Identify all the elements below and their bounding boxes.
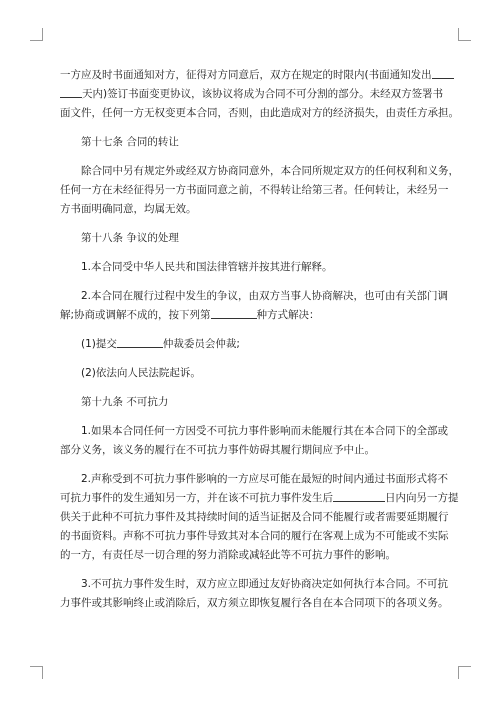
text-run: 一方应及时书面通知对方，征得对方同意后，双方在规定的时限内(书面通知发出 <box>60 69 432 81</box>
fill-in-blank <box>60 85 82 98</box>
text-run: 仲裁委员会仲裁; <box>162 338 240 350</box>
text-line <box>60 66 444 85</box>
text-run: 除合同中另有规定外或经双方协商同意外，本合同所规定双方的任何权利和义务， <box>81 165 459 177</box>
text-line <box>60 229 444 248</box>
text-line <box>60 104 459 123</box>
text-run: 方书面明确同意，均属无效。 <box>60 203 197 215</box>
text-line <box>60 422 449 441</box>
text-line <box>60 393 444 412</box>
text-line <box>60 258 444 277</box>
text-run: 第十七条 合同的转让 <box>81 136 179 148</box>
crop-mark-bottom-left <box>30 666 43 679</box>
text-line <box>60 508 449 527</box>
text-run: 力事件或其影响终止或消除后，双方须立即恢复履行各自在本合同项下的各项义务。 <box>60 597 449 609</box>
text-line <box>60 489 459 508</box>
text-run: 2.声称受到不可抗力事件影响的一方应尽可能在最短的时间内通过书面形式将不 <box>81 473 449 485</box>
text-run: 天内)签订书面变更协议，该协议将成为合同不可分割的部分。未经双方签署书 <box>82 88 444 100</box>
paragraph <box>60 66 459 123</box>
text-run: 的书面资料。声称不可抗力事件导致其对本合同的履行在客观上成为不可能或不实际 <box>60 530 449 542</box>
text-line <box>60 181 449 200</box>
text-run: 1.如果本合同任何一方因受不可抗力事件影响而未能履行其在本合同下的全部或 <box>81 425 449 437</box>
text-line <box>60 287 449 306</box>
text-line <box>60 546 444 565</box>
text-run: 第十八条 争议的处理 <box>81 232 179 244</box>
text-line <box>60 575 449 594</box>
text-run: (1)提交 <box>81 338 117 350</box>
crop-mark-top-right <box>458 28 471 41</box>
text-line <box>60 364 444 383</box>
paragraph <box>60 470 459 565</box>
paragraph <box>60 229 444 248</box>
text-run: 任何一方在未经征得另一方书面同意之前，不得转让给第三者。任何转让，未经另一 <box>60 184 449 196</box>
text-run: 1.本合同受中华人民共和国法律管辖并按其进行解释。 <box>81 261 333 273</box>
paragraph <box>60 162 459 219</box>
text-run: 可抗力事件的发生通知另一方，并在该不可抗力事件发生后 <box>60 492 333 504</box>
text-line <box>60 594 449 613</box>
document-body <box>60 66 459 613</box>
text-run: 日内向另一方提 <box>385 492 459 504</box>
text-run: 第十九条 不可抗力 <box>81 396 169 408</box>
paragraph <box>60 364 444 383</box>
fill-in-blank <box>432 66 454 79</box>
text-line <box>60 162 459 181</box>
text-line <box>60 335 444 354</box>
fill-in-blank <box>333 489 385 502</box>
text-line <box>60 200 444 219</box>
paragraph <box>60 335 444 354</box>
text-line <box>60 85 444 104</box>
text-run: 解;协商或调解不成的，按下列第 <box>60 309 211 321</box>
fill-in-blank <box>211 306 257 319</box>
text-line <box>60 306 444 325</box>
text-run: 的一方，有责任尽一切合理的努力消除或减轻此等不可抗力事件的影响。 <box>60 549 396 561</box>
paragraph <box>60 258 444 277</box>
text-line <box>60 133 444 152</box>
crop-mark-bottom-right <box>458 666 471 679</box>
text-run: 面文件，任何一方无权变更本合同，否则，由此造成对方的经济损失，由责任方承担。 <box>60 107 459 119</box>
paragraph <box>60 422 449 460</box>
text-line <box>60 470 449 489</box>
fill-in-blank <box>117 335 163 348</box>
crop-mark-top-left <box>30 28 43 41</box>
text-run: (2)依法向人民法院起诉。 <box>81 367 201 379</box>
paragraph <box>60 393 444 412</box>
paragraph <box>60 575 449 613</box>
paragraph <box>60 287 449 325</box>
text-run: 种方式解决： <box>256 309 320 321</box>
text-run: 3.不可抗力事件发生时，双方应立即通过友好协商决定如何执行本合同。不可抗 <box>81 578 449 590</box>
text-line <box>60 441 444 460</box>
text-run: 部分义务，该义务的履行在不可抗力事件妨碍其履行期间应予中止。 <box>60 444 375 456</box>
text-line <box>60 527 449 546</box>
text-run: 2.本合同在履行过程中发生的争议，由双方当事人协商解决，也可由有关部门调 <box>81 290 449 302</box>
text-run: 供关于此种不可抗力事件及其持续时间的适当证据及合同不能履行或者需要延期履行 <box>60 511 449 523</box>
paragraph <box>60 133 444 152</box>
